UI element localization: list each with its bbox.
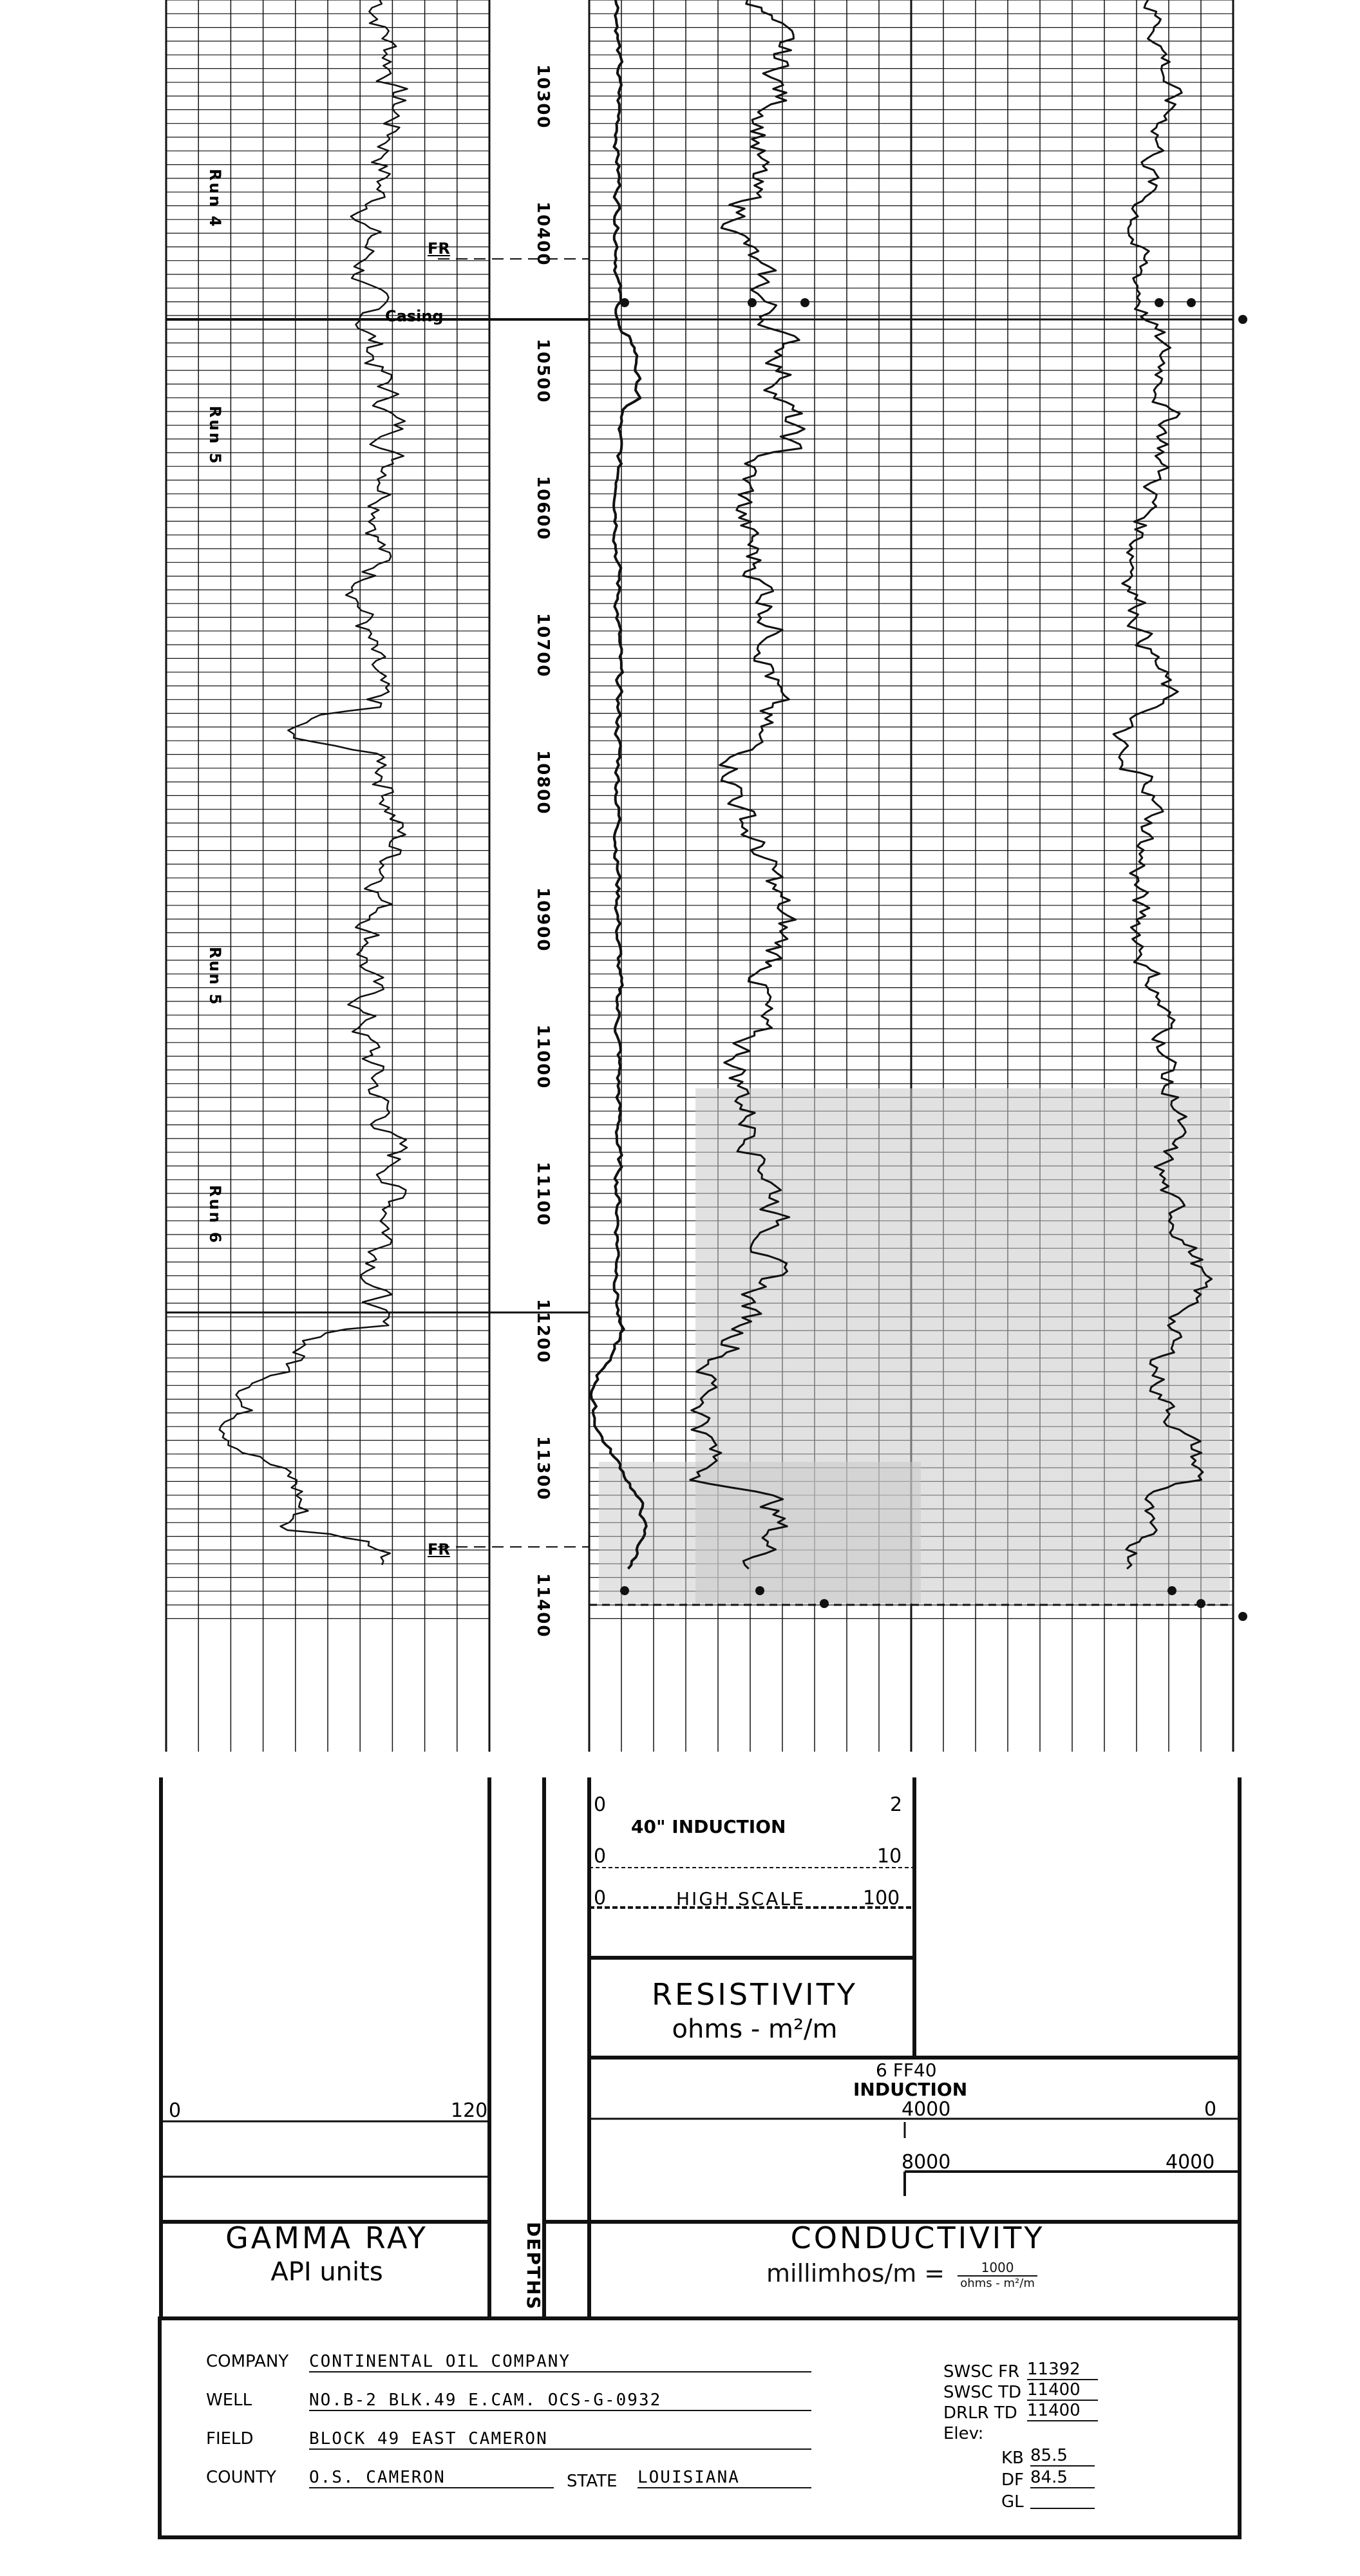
depth-label: 11200 <box>533 1299 552 1364</box>
depth-label: 10700 <box>533 613 552 678</box>
depth-label: 11100 <box>533 1162 552 1227</box>
depth-label: 11000 <box>533 1025 552 1090</box>
curve-end-dot <box>620 298 629 307</box>
curve-end-dot <box>1238 1612 1247 1621</box>
gl-value <box>1030 2490 1095 2509</box>
induction-scale1-right: 2 <box>890 1794 903 1816</box>
gamma-scale-left: 0 <box>169 2099 182 2122</box>
well-value: NO.B-2 BLK.49 E.CAM. OCS-G-0932 <box>309 2391 811 2411</box>
depth-label: 10600 <box>533 476 552 541</box>
df-label: DF <box>1001 2470 1024 2490</box>
swsc-td-value: 11400 <box>1027 2380 1098 2401</box>
depth-label: 10400 <box>533 202 552 267</box>
induction-scale3-left: 0 <box>594 1887 607 1909</box>
field-label: FIELD <box>206 2429 254 2448</box>
shaded-interval-low <box>599 1462 921 1604</box>
fr-marker-bottom: FR <box>428 1540 450 1558</box>
induction-scale1-left: 0 <box>594 1794 607 1816</box>
conductivity-fraction <box>958 2260 1037 2290</box>
county-label: COUNTY <box>206 2468 276 2487</box>
induction-scale3-right: 100 <box>863 1887 900 1909</box>
company-value: CONTINENTAL OIL COMPANY <box>309 2352 811 2372</box>
fraction-numerator: 1000 <box>958 2260 1037 2277</box>
gamma-ray-title: GAMMA RAY <box>225 2221 428 2255</box>
curve-end-dot <box>620 1586 629 1595</box>
high-scale-label: HIGH SCALE <box>676 1888 806 1909</box>
induction-label: 40" INDUCTION <box>631 1816 786 1837</box>
elev-label: Elev: <box>943 2424 984 2443</box>
state-value: LOUISIANA <box>638 2468 811 2488</box>
depth-label: 11400 <box>533 1573 552 1638</box>
run-5-label-b: Run 5 <box>206 947 224 1007</box>
conductivity-a-right: 0 <box>1204 2098 1217 2121</box>
conductivity-units <box>766 2259 1037 2290</box>
run-4-label: Run 4 <box>206 169 224 229</box>
curve-end-dot <box>1167 1586 1176 1595</box>
resistivity-title: RESISTIVITY <box>652 1977 858 2012</box>
casing-marker: Casing <box>385 307 444 325</box>
induction-scale2-left: 0 <box>594 1845 607 1868</box>
swsc-td-label: SWSC TD <box>943 2383 1022 2402</box>
conductivity-a-left: 4000 <box>902 2098 951 2121</box>
depth-label: 10900 <box>533 887 552 952</box>
depth-label: 10800 <box>533 750 552 815</box>
curve-end-dot <box>755 1586 764 1595</box>
conductivity-units-prefix: millimhos/m = <box>766 2259 945 2287</box>
induction-scale2-right: 10 <box>877 1845 902 1868</box>
depth-label: 11300 <box>533 1436 552 1501</box>
run-5-label-a: Run 5 <box>206 406 224 466</box>
gamma-scale-right: 120 <box>451 2099 488 2122</box>
well-label: WELL <box>206 2391 252 2410</box>
curve-end-dot <box>1155 298 1164 307</box>
df-value: 84.5 <box>1030 2468 1095 2488</box>
conductivity-b-right: 4000 <box>1166 2151 1215 2174</box>
conductivity-b-left: 8000 <box>902 2151 951 2174</box>
curve-end-dot <box>1187 298 1196 307</box>
curve-end-dot <box>1196 1599 1205 1608</box>
swsc-fr-label: SWSC FR <box>943 2362 1020 2382</box>
swsc-fr-value: 11392 <box>1027 2360 1098 2380</box>
fr-marker-top: FR <box>428 240 450 258</box>
run-6-label: Run 6 <box>206 1185 224 1245</box>
kb-value: 85.5 <box>1030 2446 1095 2467</box>
conductivity-scale-line1: 6 FF40 <box>876 2060 937 2081</box>
kb-label: KB <box>1001 2448 1024 2468</box>
curve-end-dot <box>820 1599 829 1608</box>
depths-title: DEPTHS <box>523 2222 544 2311</box>
curve-end-dot <box>800 298 809 307</box>
gamma-ray-units: API units <box>270 2257 383 2287</box>
depth-label: 10300 <box>533 64 552 129</box>
gl-label: GL <box>1001 2492 1024 2512</box>
company-label: COMPANY <box>206 2352 289 2371</box>
field-value: BLOCK 49 EAST CAMERON <box>309 2429 811 2450</box>
state-label: STATE <box>567 2472 618 2491</box>
resistivity-units: ohms - m²/m <box>672 2014 838 2044</box>
drlr-td-label: DRLR TD <box>943 2403 1017 2423</box>
drlr-td-value: 11400 <box>1027 2401 1098 2421</box>
conductivity-title: CONDUCTIVITY <box>790 2221 1045 2255</box>
depth-label: 10500 <box>533 339 552 404</box>
curve-end-dot <box>748 298 757 307</box>
conductivity-scale-line2: INDUCTION <box>853 2079 968 2100</box>
curve-end-dot <box>1238 315 1247 324</box>
county-value: O.S. CAMERON <box>309 2468 554 2488</box>
resistivity-deep-curve <box>591 0 647 1569</box>
fraction-denominator: ohms - m²/m <box>960 2277 1035 2290</box>
